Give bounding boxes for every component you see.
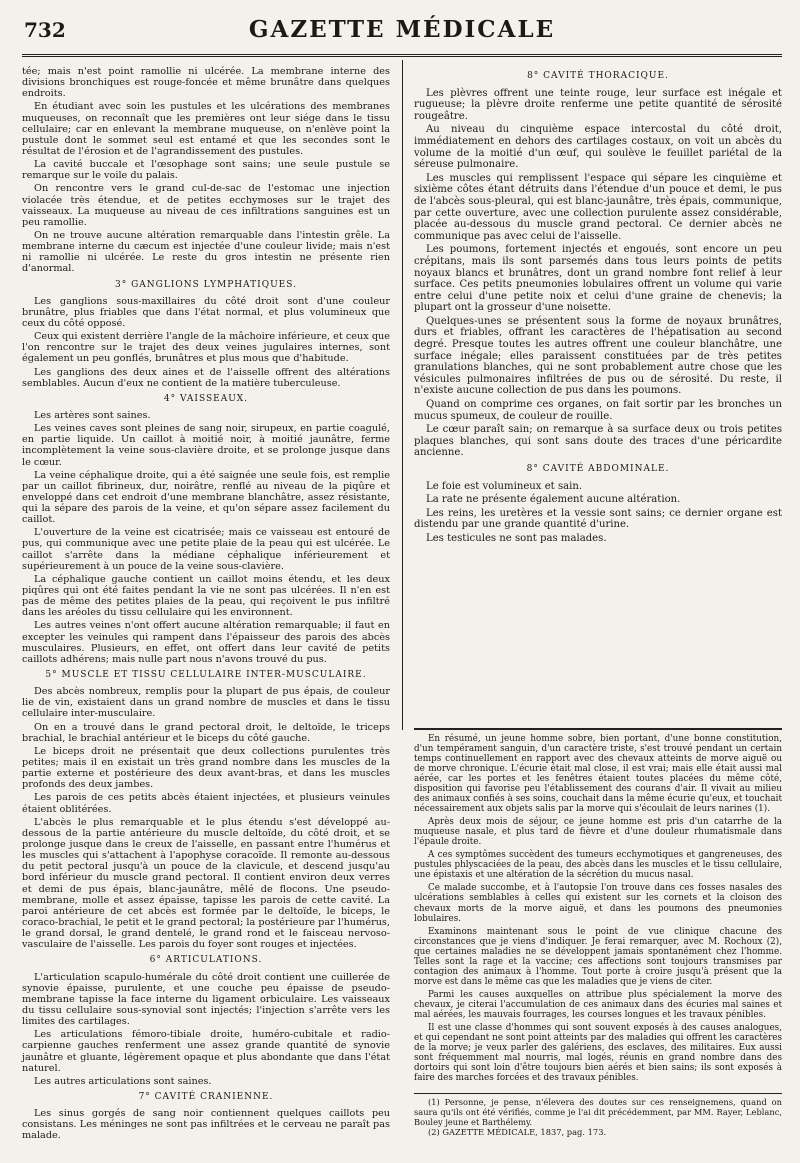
paragraph: L'abcès le plus remarquable et le plus étendu s'est développé au-dessous de la partie antérieure du muscle deltoïde, du côté droit, et se prolonge jusque dans le creux de l'aisselle, en passant entre l'humérus et les muscles qui s'attachent à l'apophyse coracoïde. Il remonte au-dessous du petit pectoral jusqu'à un pouce de la clavicule, et descend jusqu'au bord inférieur du muscle grand pectoral. Il contient environ deux verres et demi de pus épais, blanc-jaunâtre, mêlé de flocons. Une pseudo-membrane, molle et assez épaisse, tapisse les parois de cette cavité. La paroi antérieure de cet abcès est formée par le deltoïde, le biceps, le coraco-brachial, le petit et le grand pectoral; la postérieure par l'humérus, le grand dorsal, le grand dentelé, le grand rond et le faisceau nervoso-vasculaire de l'aisselle. Les parois du foyer sont rouges et injectées. xyxy=(22,816,390,951)
discussion-text xyxy=(414,734,782,1083)
section-heading: 6° ARTICULATIONS. xyxy=(149,955,263,966)
paragraph: Les veines caves sont pleines de sang noir, sirupeux, en partie coagulé, en partie liquide. Un caillot à moitié noir, à moitié jaunâtre, ferme incomplètement la veine sous-clavière droite, et se prolonge jusque dans le cœur. xyxy=(22,423,390,468)
page-number: 732 xyxy=(24,18,66,42)
footnote-rule xyxy=(414,1093,782,1094)
paragraph: Les autres veines n'ont offert aucune altération remarquable; il faut en excepter les veinules qui rampent dans l'épaisseur des parois des abcès musculaires. Plusieurs, en effet, ont offert dans leur cavité de petits caillots adhérens; mais nulle part nous n'avons trouvé du pus. xyxy=(22,620,390,665)
paragraph: Les parois de ces petits abcès étaient injectées, et plusieurs veinules étaient oblitérées. xyxy=(22,792,390,815)
column-divider xyxy=(402,60,403,730)
newspaper-page xyxy=(22,14,782,1154)
left-column xyxy=(22,66,390,1144)
section-heading: 8° CAVITÉ THORACIQUE. xyxy=(527,71,669,81)
footnote: (1) Personne, je pense, n'élevera des doutes sur ces renseignemens, quand on saura qu'ils ont été vérifiés, comme je l'ai dit précédemment, par MM. Rayer, Leblanc, Bouley jeune et Barthélemy. xyxy=(414,1097,782,1127)
footnote: (2) GAZETTE MÉDICALE, 1837, pag. 173. xyxy=(428,1126,607,1137)
paragraph: Les ganglions des deux aines et de l'aisselle offrent des altérations semblables. Aucun d'eux ne contient de la matière tuberculeuse. xyxy=(22,366,390,389)
discussion-block xyxy=(414,734,782,1138)
paragraph: Quelques-unes se présentent sous la forme de noyaux brunâtres, durs et friables, offrant les caractères de l'hépatisation au second degré. Presque toutes les autres offrent une couleur blanchâtre, une surface inégale; elles paraissent constituées par de très petites granulations blanches, qui ne sont probablement autre chose que les vésicules pulmonaires infiltrées de pus ou de sérosité. Du reste, il n'existe aucune collection de pus dans les poumons. xyxy=(414,315,782,397)
footnotes xyxy=(414,1098,782,1138)
paragraph: Après deux mois de séjour, ce jeune homme est pris d'un catarrhe de la muqueuse nasale, et plus tard de fièvre et d'une douleur rhumatismale dans l'épaule droite. xyxy=(414,817,782,848)
paragraph: Les muscles qui remplissent l'espace qui sépare les cinquième et sixième côtes étant détruits dans l'étendue d'un pouce et demi, le pus de l'abcès sous-pleural, qui est blanc-jaunâtre, très épais, communique, par cette ouverture, avec une collection purulente assez considérable, placée au-dessous du muscle grand pectoral. Ce dernier abcès ne communique pas avec celui de l'aisselle. xyxy=(414,172,782,242)
paragraph: Il est une classe d'hommes qui sont souvent exposés à des causes analogues, et qui cependant ne sont point atteints par des maladies qui offrent les caractères de la morve; je veux parler des galériens, des esclaves, des militaires. Eux aussi sont fréquemment mal nourris, mal logés, réunis en grand nombre dans des dortoirs qui sont loin d'être toujours bien aérés et bien sains; ils sont exposés à faire des marches forcées et des travaux pénibles. xyxy=(414,1022,782,1083)
paragraph: Au niveau du cinquième espace intercostal du côté droit, immédiatement en dehors des cartilages costaux, on voit un abcès du volume de la moitié d'un œuf, qui soulève le feuillet pariétal de la séreuse pulmonaire. xyxy=(414,124,782,171)
paragraph: En résumé, un jeune homme sobre, bien portant, d'une bonne constitution, d'un tempérament sanguin, d'un caractère triste, s'est trouvé pendant un certain temps continuellement en rapport avec des chevaux atteints de morve aiguë ou de morve chronique. L'écurie était mal close, il est vrai; mais elle était aussi mal aérée, car les portes et les fenêtres étaient toutes placées du même côté, disposition qui favorise peu l'établissement des courans d'air. Il vivait au milieu des animaux confiés à ses soins, couchait dans la même écurie qu'eux, et touchait nécessairement aux objets salis par la morve qui s'écoulait de leurs narines (1). xyxy=(414,734,782,815)
paragraph: On rencontre vers le grand cul-de-sac de l'estomac une injection violacée très étendue, et de petites ecchymoses sur le trajet des vaisseaux. La muqueuse au niveau de ces infiltrations sanguines est un peu ramollie. xyxy=(22,183,390,228)
section-heading: 5° MUSCLE ET TISSU CELLULAIRE INTER-MUSCULAIRE. xyxy=(45,670,367,681)
paragraph: La céphalique gauche contient un caillot moins étendu, et les deux piqûres qui ont été faites pendant la vie ne sont pas ulcérées. Il n'en est pas de même des petites plaies de la peau, qui reçoivent le pus infiltré dans les aréoles du tissu cellulaire qui les environnent. xyxy=(22,573,390,619)
paragraph: On ne trouve aucune altération remarquable dans l'intestin grêle. La membrane interne du cæcum est injectée d'une couleur livide; mais n'est ni ramollie ni ulcérée. Le reste du gros intestin ne présente rien d'anormal. xyxy=(22,229,390,275)
paragraph: Les autres articulations sont saines. xyxy=(34,1075,212,1087)
paragraph: On en a trouvé dans le grand pectoral droit, le deltoïde, le triceps brachial, le brachial antérieur et le biceps du côté gauche. xyxy=(22,721,390,744)
paragraph: Ce malade succombe, et à l'autopsie l'on trouve dans ces fosses nasales des ulcérations semblables à celles qui existent sur les cornets et la cloison des chevaux morts de la morve aiguë, et dans les poumons des pneumonies lobulaires. xyxy=(414,883,782,924)
section-heading: 8° CAVITÉ ABDOMINALE. xyxy=(526,464,670,474)
paragraph: L'articulation scapulo-humérale du côté droit contient une cuillerée de synovie épaisse, purulente, et une couche peu épaisse de pseudo-membrane tapisse la face interne du ligament orbiculaire. Les vaisseaux du tissu cellulaire sous-synovial sont injectés; l'injection s'arrête vers les limites des cartilages. xyxy=(22,971,390,1028)
paragraph: Ceux qui existent derrière l'angle de la mâchoire inférieure, et ceux que l'on rencontre sur le trajet des deux veines jugulaires internes, sont également un peu gonflés, brunâtres et plus mous que d'habitude. xyxy=(22,331,390,365)
paragraph: Les plèvres offrent une teinte rouge, leur surface est inégale et rugueuse; la plèvre droite renferme une petite quantité de sérosité rougeâtre. xyxy=(414,87,782,122)
paragraph: tée; mais n'est point ramollie ni ulcérée. La membrane interne des divisions bronchiques est rouge-foncée et même brunâtre dans quelques endroits. xyxy=(22,66,390,100)
section-heading: 7° CAVITÉ CRANIENNE. xyxy=(138,1091,274,1102)
paragraph: La veine céphalique droite, qui a été saignée une seule fois, est remplie par un caillot fibrineux, dur, noirâtre, renflé au niveau de la piqûre et enveloppé dans cet endroit d'une membrane blanchâtre, assez résistante, qui la sépare des parois de la veine, et qu'on sépare assez facilement du caillot. xyxy=(22,469,390,526)
paragraph: L'ouverture de la veine est cicatrisée; mais ce vaisseau est entouré de pus, qui communique avec une petite plaie de la peau qui est ulcérée. Le caillot s'arrête dans la médiane céphalique inférieurement et supérieurement à un pouce de la veine sous-clavière. xyxy=(22,527,390,572)
gazette-title: GAZETTE MÉDICALE xyxy=(248,16,556,43)
paragraph: A ces symptômes succèdent des tumeurs ecchymotiques et gangreneuses, des pustules phlyscaciées de la peau, des abcès dans les muscles et le tissu cellulaire, une épistaxis et une altération de la sécrétion du mucus nasal. xyxy=(414,850,782,881)
section-rule xyxy=(414,728,782,730)
section-heading: 4° VAISSEAUX. xyxy=(163,393,249,404)
paragraph: Parmi les causes auxquelles on attribue plus spécialement la morve des chevaux, je citerai l'accumulation de ces animaux dans des écuries mal saines et mal aérées, les mauvais fourrages, les courses longues et les travaux pénibles. xyxy=(414,989,782,1020)
paragraph: Le biceps droit ne présentait que deux collections purulentes très petites; mais il en existait un très grand nombre dans les muscles de la partie externe et postérieure des deux avant-bras, et dans les muscles profonds des deux jambes. xyxy=(22,745,390,791)
paragraph: Les artères sont saines. xyxy=(34,409,151,421)
paragraph: Les ganglions sous-maxillaires du côté droit sont d'une couleur brunâtre, plus friables que dans l'état normal, et plus volumineux que ceux du côté opposé. xyxy=(22,295,390,329)
paragraph: Des abcès nombreux, remplis pour la plupart de pus épais, de couleur lie de vin, existaient dans un grand nombre de muscles et dans le tissu cellulaire inter-musculaire. xyxy=(22,686,390,720)
paragraph: Les sinus gorgés de sang noir contiennent quelques caillots peu consistans. Les méninges ne sont pas infiltrées et le cerveau ne paraît pas malade. xyxy=(22,1108,390,1142)
section-heading: 3° GANGLIONS LYMPHATIQUES. xyxy=(115,279,297,290)
paragraph: Quand on comprime ces organes, on fait sortir par les bronches un mucus spumeux, de couleur de rouille. xyxy=(414,399,782,422)
paragraph: Le foie est volumineux et sain. xyxy=(426,480,583,492)
paragraph: Le cœur paraît sain; on remarque à sa surface deux ou trois petites plaques blanches, qui sont sans doute des traces d'une péricardite ancienne. xyxy=(414,424,782,459)
right-column xyxy=(414,66,782,547)
paragraph: Les articulations fémoro-tibiale droite, huméro-cubitale et radio-carpienne gauches renferment une assez grande quantité de synovie jaunâtre et gluante, légèrement opaque et plus abondante que dans l'état naturel. xyxy=(22,1029,390,1074)
paragraph: Examinons maintenant sous le point de vue clinique chacune des circonstances que je viens d'indiquer. Je ferai remarquer, avec M. Rochoux (2), que certaines maladies ne se développent jamais spontanément chez l'homme. Telles sont la rage et la vaccine; ces affections sont toujours transmises par contagion des animaux à l'homme. Tout porte à croire jusqu'à présent que la morve est dans le même cas que les maladies que je viens de citer. xyxy=(414,926,782,987)
paragraph: La rate ne présente également aucune altération. xyxy=(426,494,681,506)
paragraph: Les poumons, fortement injectés et engoués, sont encore un peu crépitans, mais ils sont parsemés dans tous leurs points de petits noyaux blancs et brunâtres, dont un grand nombre font relief à leur surface. Ces petits pneumonies lobulaires offrent un volume qui varie entre celui d'une petite noix et celui d'une graine de chenevis; la plupart ont la grosseur d'une noisette. xyxy=(414,244,782,314)
paragraph: Les reins, les uretères et la vessie sont sains; ce dernier organe est distendu par une grande quantité d'urine. xyxy=(414,507,782,531)
page-header xyxy=(22,14,782,57)
paragraph: En étudiant avec soin les pustules et les ulcérations des membranes muqueuses, on reconnaît que les premières ont leur siége dans le tissu cellulaire; car en enlevant la membrane muqueuse, on n'enlève point la pustule dont le sommet seul est entamé et que les secondes sont le résultat de l'érosion et de l'agrandissement des pustules. xyxy=(22,101,390,157)
paragraph: Les testicules ne sont pas malades. xyxy=(426,532,607,544)
paragraph: La cavité buccale et l'œsophage sont sains; une seule pustule se remarque sur le voile du palais. xyxy=(22,159,390,182)
